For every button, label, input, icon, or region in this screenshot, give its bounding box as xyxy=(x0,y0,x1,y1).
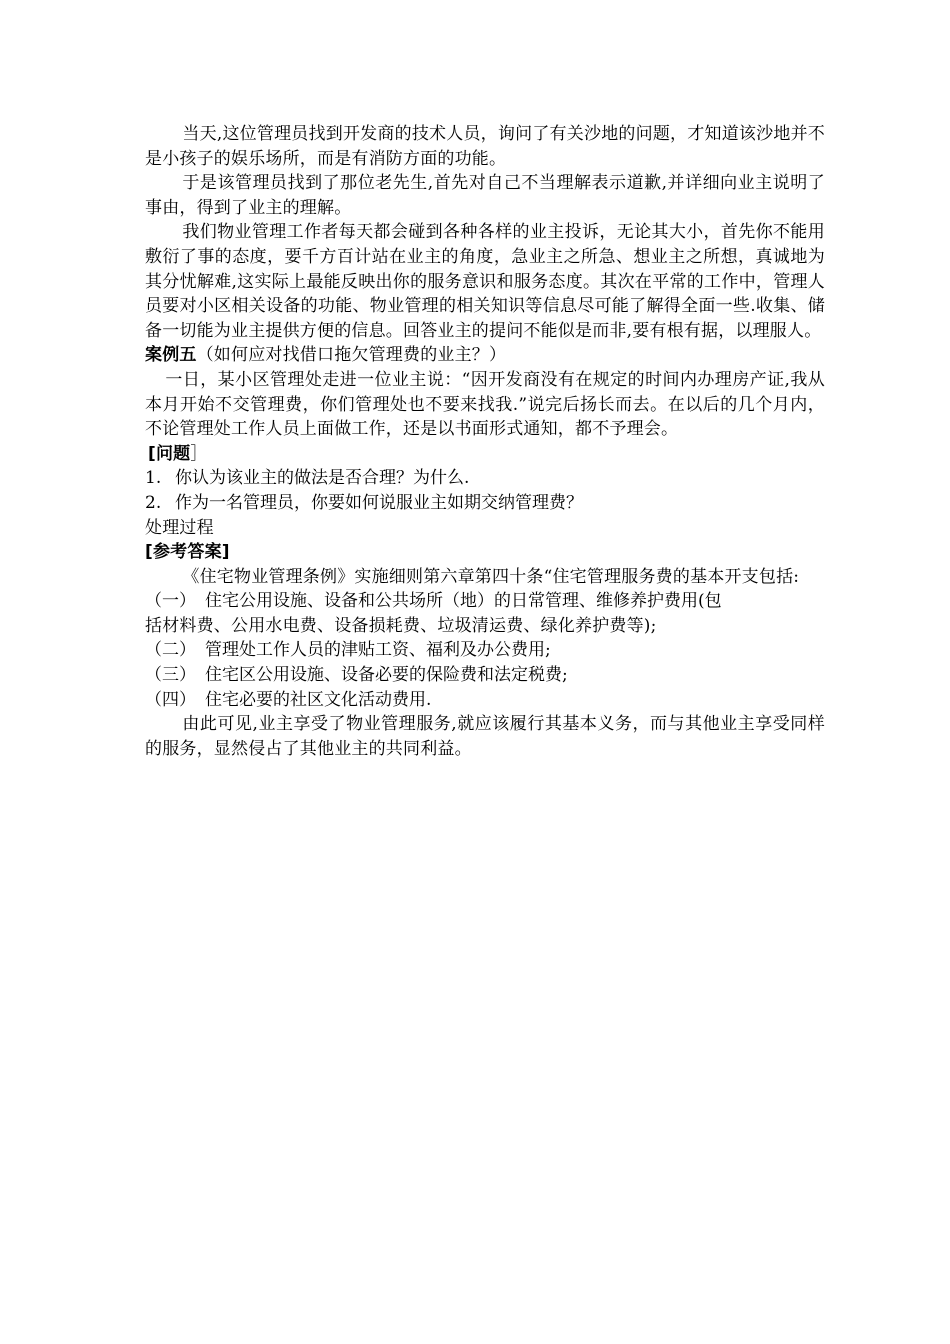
question-number: 2. xyxy=(145,492,162,513)
question-text: 作为一名管理员，你要如何说服业主如期交纳管理费？ xyxy=(175,492,583,513)
list-text-line-1: 住宅公用设施、设备和公共场所（地）的日常管理、维修养护费用(包 xyxy=(205,591,722,612)
list-item xyxy=(145,638,825,663)
paragraph-6: 由此可见,业主享受了物业管理服务,就应该履行其基本义务，而与其他业主享受同样的服务，显然侵占了其他业主的共同利益。 xyxy=(145,714,825,759)
questions-heading-close: ］ xyxy=(190,443,208,464)
list-number: （一） xyxy=(145,591,196,612)
paragraph-5: 《住宅物业管理条例》实施细则第六章第四十条“住宅管理服务费的基本开支包括: xyxy=(182,566,800,587)
question-number: 1. xyxy=(145,468,162,489)
list-item xyxy=(145,589,825,614)
list-text: 管理处工作人员的津贴工资、福利及办公费用; xyxy=(205,640,551,661)
list-number: （四） xyxy=(145,689,196,710)
list-text-line-2: 括材料费、公用水电费、设备损耗费、垃圾清运费、绿化养护费等); xyxy=(145,615,657,636)
question-item xyxy=(145,491,825,516)
list-text xyxy=(205,589,825,614)
list-text: 住宅区公用设施、设备必要的保险费和法定税费; xyxy=(205,665,568,686)
answer-heading: [参考答案] xyxy=(145,542,230,563)
questions-heading-text: [问题 xyxy=(148,443,191,464)
list-item xyxy=(145,663,825,688)
list-item xyxy=(145,688,825,713)
questions-heading xyxy=(145,442,825,467)
paragraph-3: 我们物业管理工作者每天都会碰到各种各样的业主投诉，无论其大小，首先你不能用敷衍了事的态度，要千方百计站在业主的角度，急业主之所急、想业主之所想，真诚地为其分忧解难,这实际上最能反映出你的服务意识和服务态度。其次在平常的工作中，管理人员要对小区相关设备的功能、物业管理的相关知识等信息尽可能了解得全面一些.收集、储备一切能为业主提供方便的信息。回答业主的提问不能似是而非,要有根有据，以理服人。 xyxy=(145,222,825,341)
question-text: 你认为该业主的做法是否合理？为什么. xyxy=(175,468,470,489)
process-label: 处理过程 xyxy=(145,517,214,538)
paragraph-1: 当天,这位管理员找到开发商的技术人员，询问了有关沙地的问题，才知道该沙地并不是小孩子的娱乐场所，而是有消防方面的功能。 xyxy=(145,124,825,169)
document-body xyxy=(145,122,825,761)
paragraph-2: 于是该管理员找到了那位老先生,首先对自己不当理解表示道歉,并详细向业主说明了事由，得到了业主的理解。 xyxy=(145,173,825,218)
question-item xyxy=(145,466,825,491)
case-title: 案例五 xyxy=(145,345,197,366)
list-number: （二） xyxy=(145,640,196,661)
case-subtitle: （如何应对找借口拖欠管理费的业主？） xyxy=(196,345,507,366)
paragraph-4: 一日，某小区管理处走进一位业主说：“因开发商没有在规定的时间内办理房产证,我从本月开始不交管理费，你们管理处也不要来找我.”说完后扬长而去。在以后的几个月内，不论管理处工作人员上面做工作，还是以书面形式通知，都不予理会。 xyxy=(145,369,825,440)
list-number: （三） xyxy=(145,665,196,686)
case-heading xyxy=(145,343,825,368)
list-text: 住宅必要的社区文化活动费用. xyxy=(205,689,432,710)
